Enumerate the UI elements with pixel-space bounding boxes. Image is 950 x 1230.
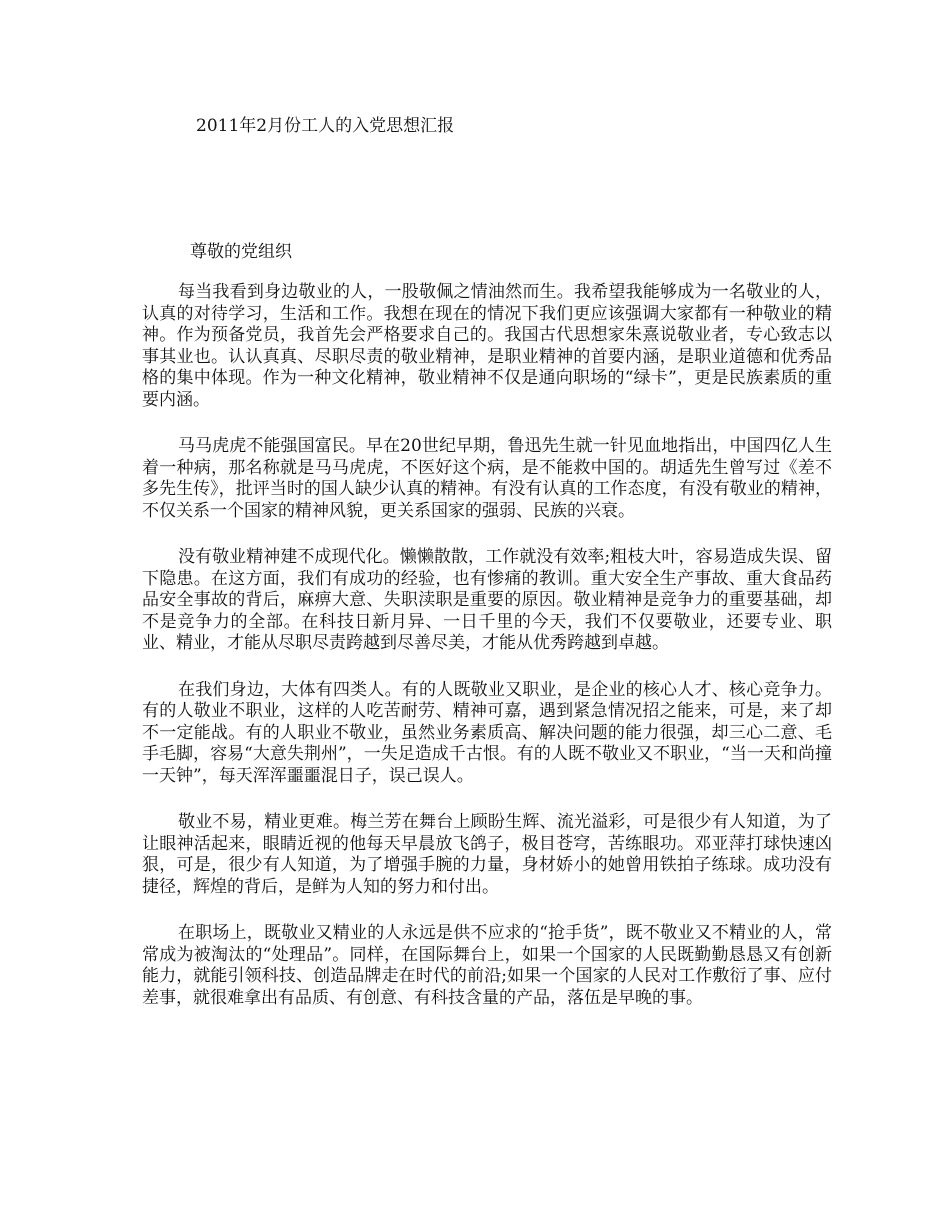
paragraph: 在职场上，既敬业又精业的人永远是供不应求的“抢手货”，既不敬业又不精业的人，常常成为被淘汰的“处理品”。同样，在国际舞台上，如果一个国家的人民既勤勤恳恳又有创新能力，就能引领科技、创造品牌走在时代的前沿;如果一个国家的人民对工作敷衍了事、应付差事，就很难拿出有品质、有创意、有科技含量的产品，落伍是早晚的事。 (142, 923, 832, 1008)
salutation: 尊敬的党组织 (190, 242, 292, 262)
paragraph: 马马虎虎不能强国富民。早在20世纪早期，鲁迅先生就一针见血地指出，中国四亿人生着一种病，那名称就是马马虎虎，不医好这个病，是不能救中国的。胡适先生曾写过《差不多先生传》，批评当时的国人缺少认真的精神。有没有认真的工作态度，有没有敬业的精神，不仅关系一个国家的精神风貌，更关系国家的强弱、民族的兴衰。 (142, 436, 832, 521)
paragraph: 每当我看到身边敬业的人，一股敬佩之情油然而生。我希望我能够成为一名敬业的人，认真的对待学习，生活和工作。我想在现在的情况下我们更应该强调大家都有一种敬业的精神。作为预备党员，我首先会严格要求自己的。我国古代思想家朱熹说敬业者，专心致志以事其业也。认认真真、尽职尽责的敬业精神，是职业精神的首要内涵，是职业道德和优秀品格的集中体现。作为一种文化精神，敬业精神不仅是通向职场的“绿卡”，更是民族素质的重要内涵。 (142, 282, 832, 410)
paragraph: 没有敬业精神建不成现代化。懒懒散散，工作就没有效率;粗枝大叶，容易造成失误、留下隐患。在这方面，我们有成功的经验，也有惨痛的教训。重大安全生产事故、重大食品药品安全事故的背后，麻痹大意、失职渎职是重要的原因。敬业精神是竞争力的重要基础，却不是竞争力的全部。在科技日新月异、一日千里的今天，我们不仅要敬业，还要专业、职业、精业，才能从尽职尽责跨越到尽善尽美，才能从优秀跨越到卓越。 (142, 547, 832, 653)
document-title: 2011年2月份工人的入党思想汇报 (196, 116, 455, 136)
paragraph: 敬业不易，精业更难。梅兰芳在舞台上顾盼生辉、流光溢彩，可是很少有人知道，为了让眼神活起来，眼睛近视的他每天早晨放飞鸽子，极目苍穹，苦练眼功。邓亚萍打球快速凶狠，可是，很少有人知道，为了增强手腕的力量，身材娇小的她曾用铁拍子练球。成功没有捷径，辉煌的背后，是鲜为人知的努力和付出。 (142, 812, 832, 897)
paragraph: 在我们身边，大体有四类人。有的人既敬业又职业，是企业的核心人才、核心竞争力。有的人敬业不职业，这样的人吃苦耐劳、精神可嘉，遇到紧急情况招之能来，可是，来了却不一定能战。有的人职业不敬业，虽然业务素质高、解决问题的能力很强，却三心二意、毛手毛脚，容易“大意失荆州”，一失足造成千古恨。有的人既不敬业又不职业，“当一天和尚撞一天钟”，每天浑浑噩噩混日子，误己误人。 (142, 679, 832, 786)
document-body (142, 282, 832, 1034)
